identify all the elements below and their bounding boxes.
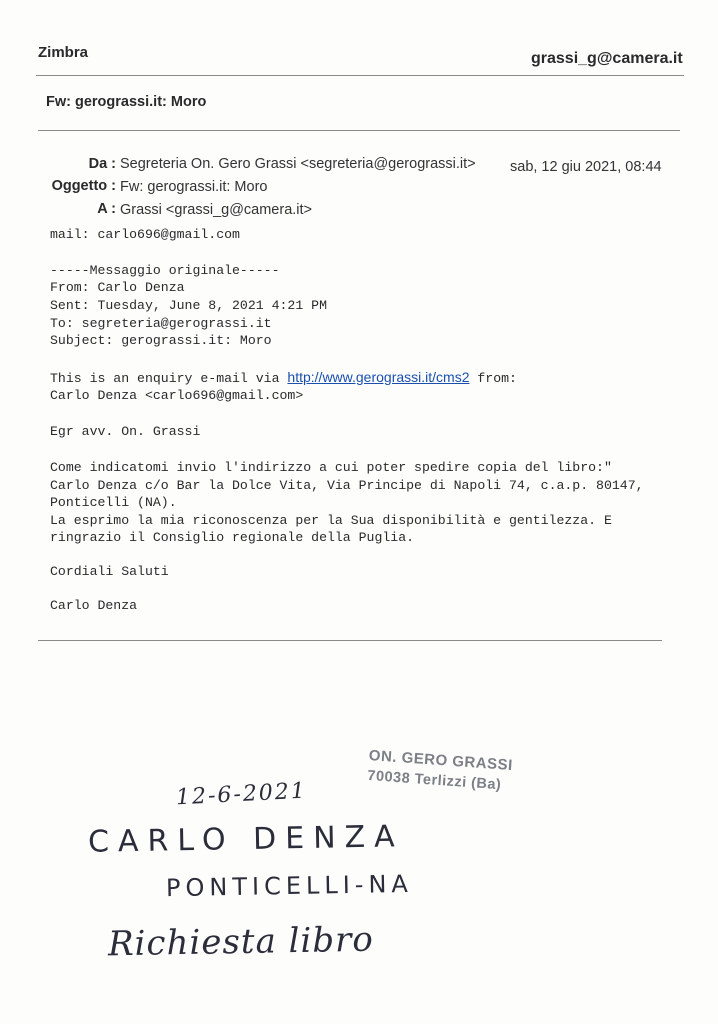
stamp-line-2: 70038 Terlizzi (Ba) bbox=[366, 767, 502, 794]
handwritten-date: 12-6-2021 bbox=[175, 778, 308, 811]
body-line-1: Come indicatomi invio l'indirizzo a cui poter spedire copia del libro:" bbox=[50, 460, 612, 475]
stamp-line-1: ON. GERO GRASSI bbox=[368, 747, 514, 775]
footer-divider bbox=[38, 640, 662, 641]
ink-stamp bbox=[367, 747, 513, 794]
signature: Carlo Denza bbox=[50, 598, 138, 613]
from-value: Segreteria On. Gero Grassi <segreteria@gerograssi.it> bbox=[120, 156, 476, 172]
handwritten-note: Richiesta libro bbox=[107, 919, 375, 965]
body-line-5: ringrazio il Consiglio regionale della Puglia. bbox=[50, 530, 415, 545]
body-line-3: Ponticelli (NA). bbox=[50, 495, 177, 510]
account-email: grassi_g@camera.it bbox=[531, 50, 683, 67]
body-line-2: Carlo Denza c/o Bar la Dolce Vita, Via Principe di Napoli 74, c.a.p. 80147, bbox=[50, 478, 644, 493]
subject-label: Oggetto : bbox=[51, 178, 116, 194]
original-message-header: -----Messaggio originale----- bbox=[50, 263, 280, 278]
handwritten-place: PONTICELLI-NA bbox=[165, 869, 414, 903]
body-line-4: La esprimo la mia riconoscenza per la Sua disponibilità e gentilezza. E bbox=[50, 513, 612, 528]
to-label: A : bbox=[97, 201, 116, 217]
original-sent: Sent: Tuesday, June 8, 2021 4:21 PM bbox=[50, 298, 327, 313]
enquiry-prefix: This is an enquiry e-mail via bbox=[50, 371, 288, 386]
message-date: sab, 12 giu 2021, 08:44 bbox=[510, 159, 662, 175]
message-title: Fw: gerograssi.it: Moro bbox=[46, 94, 207, 110]
enquiry-sender: Carlo Denza <carlo696@gmail.com> bbox=[50, 388, 304, 403]
title-divider bbox=[38, 130, 680, 131]
header-divider bbox=[36, 75, 684, 76]
handwritten-name: CARLO DENZA bbox=[87, 819, 404, 860]
enquiry-line bbox=[50, 369, 517, 387]
to-value: Grassi <grassi_g@camera.it> bbox=[120, 202, 313, 218]
mail-line: mail: carlo696@gmail.com bbox=[50, 227, 240, 242]
enquiry-suffix: from: bbox=[469, 371, 517, 386]
original-to: To: segreteria@gerograssi.it bbox=[50, 316, 272, 331]
app-name: Zimbra bbox=[38, 44, 89, 61]
closing: Cordiali Saluti bbox=[50, 564, 169, 579]
original-from: From: Carlo Denza bbox=[50, 280, 185, 295]
greeting: Egr avv. On. Grassi bbox=[50, 424, 201, 439]
original-subject: Subject: gerograssi.it: Moro bbox=[50, 333, 272, 348]
subject-value: Fw: gerograssi.it: Moro bbox=[120, 179, 268, 195]
from-label: Da : bbox=[88, 156, 116, 172]
enquiry-link[interactable]: http://www.gerograssi.it/cms2 bbox=[287, 369, 470, 385]
